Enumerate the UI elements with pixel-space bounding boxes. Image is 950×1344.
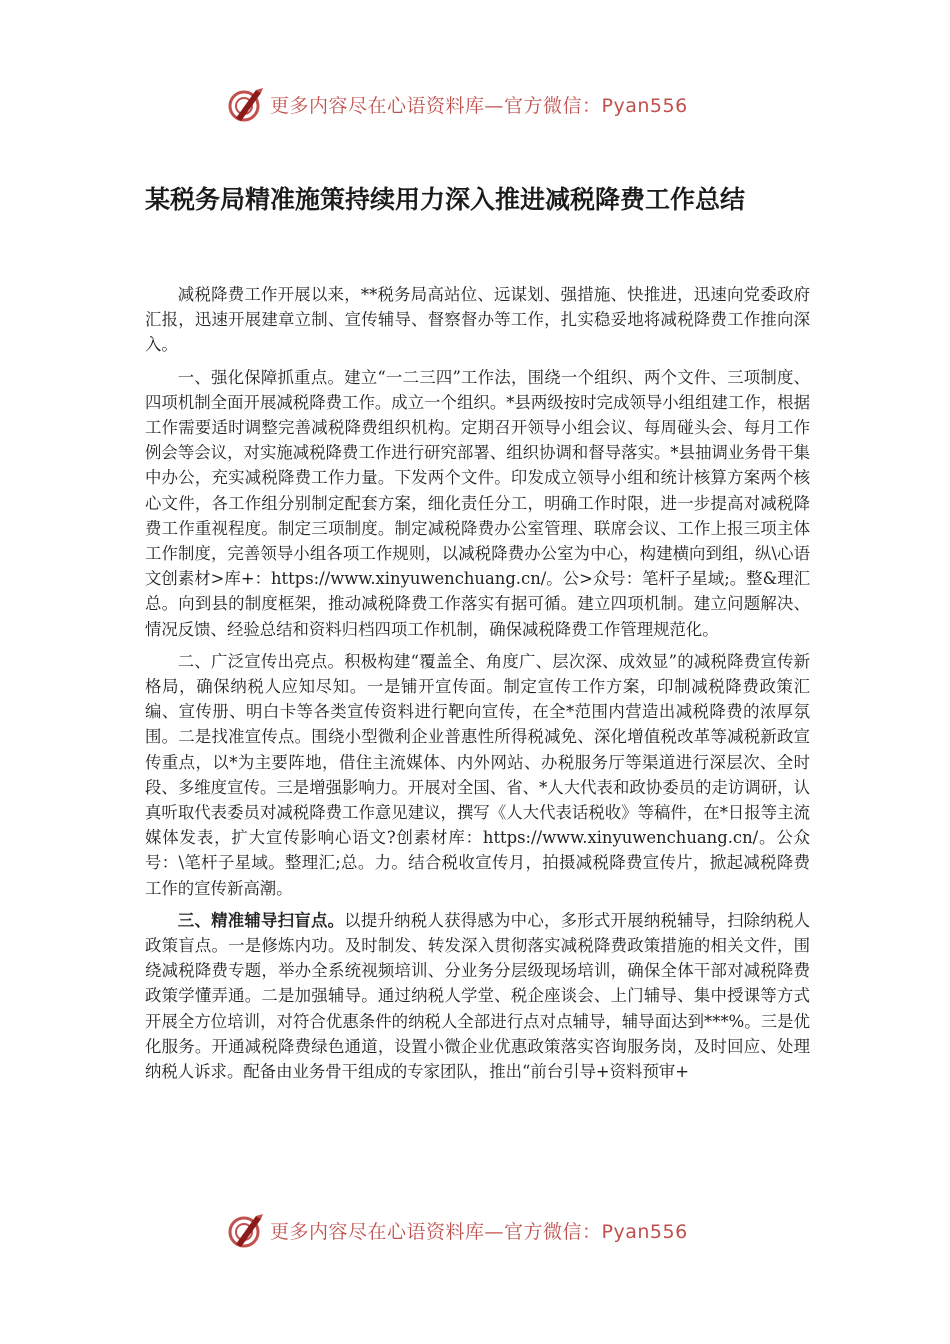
footer-banner — [226, 1210, 688, 1250]
section-1-paragraph: 一、强化保障抓重点。建立“一二三四”工作法，围绕一个组织、两个文件、三项制度、四项机制全面开展减税降费工作。成立一个组织。*县两级按时完成领导小组组建工作，根据工作需要适时调整完善减税降费组织机构。定期召开领导小组会议、每周碰头会、每月工作例会等会议，对实施减税降费工作进行研究部署、组织协调和督导落实。*县抽调业务骨干集中办公，充实减税降费工作力量。下发两个文件。印发成立领导小组和统计核算方案两个核心文件，各工作组分别制定配套方案，细化责任分工，明确工作时限，进一步提高对减税降费工作重视程度。制定三项制度。制定减税降费办公室管理、联席会议、工作上报三项主体工作制度，完善领导小组各项工作规则，以减税降费办公室为中心，构建横向到组，纵\心语文创素材>库+：https://www.xinyuwenchuang.cn/。公>众号：笔杆子星域;。整&理汇总。向到县的制度框架，推动减税降费工作落实有据可循。建立四项机制。建立问题解决、情况反馈、经验总结和资料归档四项工作机制，确保减税降费工作管理规范化。 — [145, 367, 810, 639]
document-body — [145, 282, 810, 1091]
pen-logo-icon — [226, 1210, 266, 1250]
section-3-paragraph — [145, 908, 810, 1084]
banner-text: 更多内容尽在心语资料库—官方微信：Pyan556 — [270, 94, 688, 117]
intro-paragraph: 减税降费工作开展以来，**税务局高站位、远谋划、强措施、快推进，迅速向党委政府汇报，迅速开展建章立制、宣传辅导、督察督办等工作，扎实稳妥地将减税降费工作推向深入。 — [145, 285, 810, 355]
document-title: 某税务局精准施策持续用力深入推进减税降费工作总结 — [145, 185, 746, 214]
pen-logo-icon — [226, 84, 266, 124]
header-banner — [226, 84, 688, 124]
section-3-text: 以提升纳税人获得感为中心，多形式开展纳税辅导，扫除纳税人政策盲点。一是修炼内功。及时制发、转发深入贯彻落实减税降费政策措施的相关文件，围绕减税降费专题，举办全系统视频培训、分业务分层级现场培训，确保全体干部对减税降费政策学懂弄通。二是加强辅导。通过纳税人学堂、税企座谈会、上门辅导、集中授课等方式开展全方位培训，对符合优惠条件的纳税人全部进行点对点辅导，辅导面达到***%。三是优化服务。开通减税降费绿色通道，设置小微企业优惠政策落实咨询服务岗，及时回应、处理纳税人诉求。配备由业务骨干组成的专家团队，推出“前台引导+资料预审+ — [145, 910, 811, 1082]
section-3-heading: 三、精准辅导扫盲点。 — [177, 910, 345, 930]
section-2-paragraph: 二、广泛宣传出亮点。积极构建“覆盖全、角度广、层次深、成效显”的减税降费宣传新格局，确保纳税人应知尽知。一是铺开宣传面。制定宣传工作方案，印制减税降费政策汇编、宣传册、明白卡等各类宣传资料进行靶向宣传，在全*范围内营造出减税降费的浓厚氛围。二是找准宣传点。围绕小型微利企业普惠性所得税减免、深化增值税改革等减税新政宣传重点，以*为主要阵地，借住主流媒体、内外网站、办税服务厅等渠道进行深层次、全时段、多维度宣传。三是增强影响力。开展对全国、省、*人大代表和政协委员的走访调研，认真听取代表委员对减税降费工作意见建议，撰写《人大代表话税收》等稿件，在*日报等主流媒体发表，扩大宣传影响心语文?创素材库：https://www.xinyuwenchuang.cn/。公众号：\笔杆子星域。整理汇;总。力。结合税收宣传月，拍摄减税降费宣传片，掀起减税降费工作的宣传新高潮。 — [145, 651, 810, 898]
banner-text: 更多内容尽在心语资料库—官方微信：Pyan556 — [270, 1220, 688, 1243]
